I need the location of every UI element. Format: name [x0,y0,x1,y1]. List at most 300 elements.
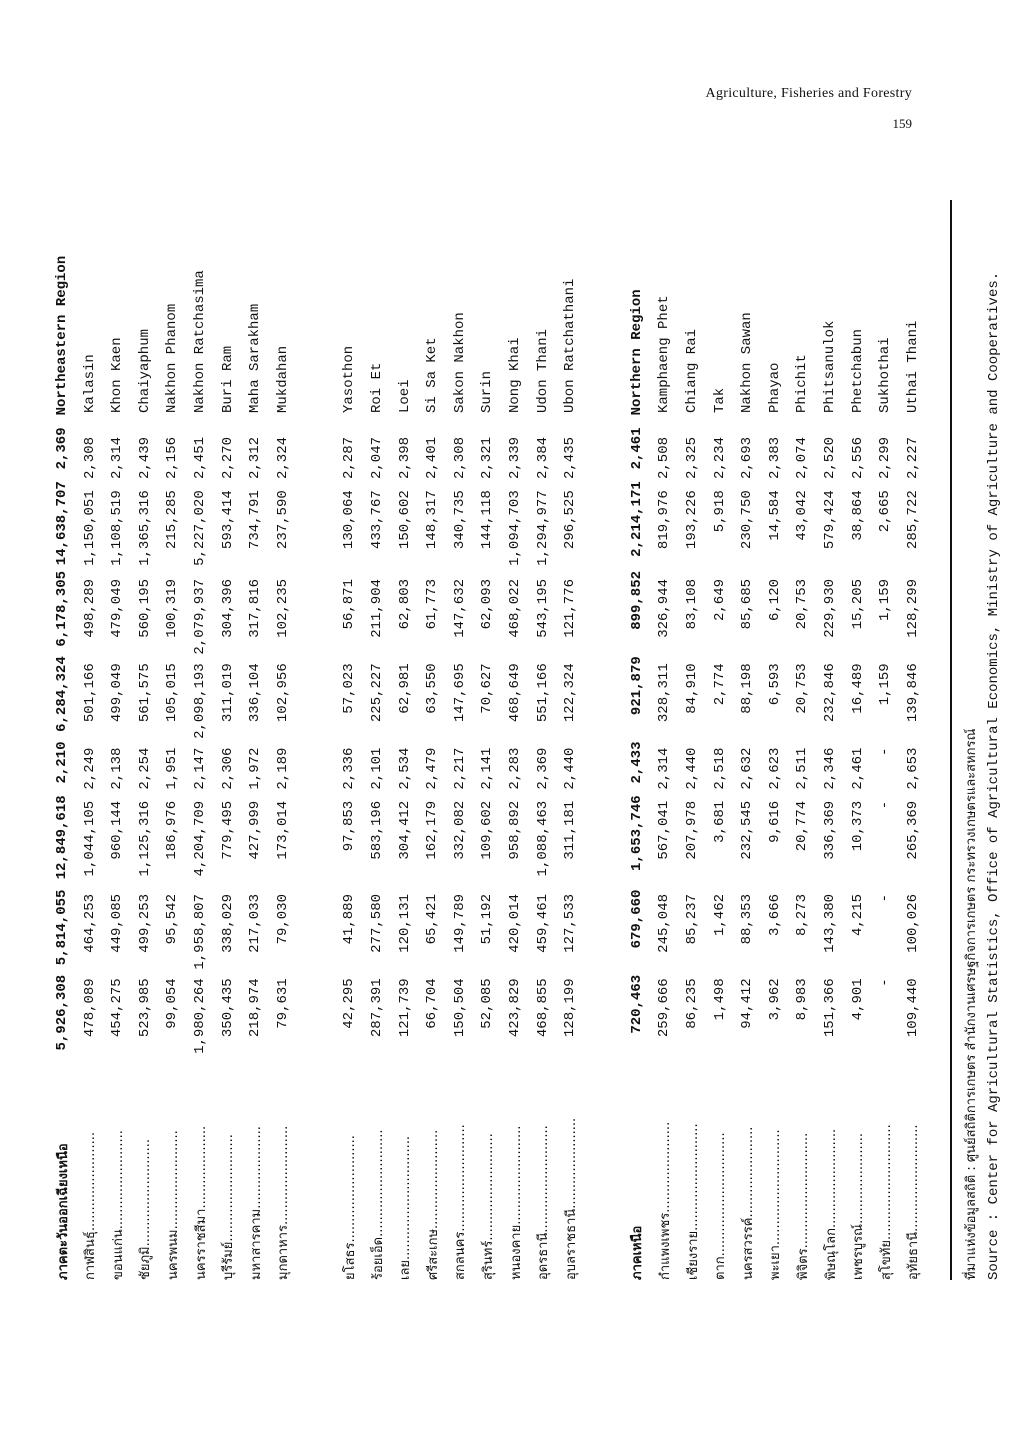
value-cell: 2,336 [341,747,358,790]
thai-province-label: ร้อยเอ็ด.......................... [370,1129,386,1280]
value-cell: 42,295 [341,978,358,1029]
value-cell: 326,944 [656,578,673,638]
value-cell: - [877,978,894,987]
value-cell: 317,816 [247,578,264,638]
value-cell: 2,101 [369,747,385,790]
section-title: Agriculture, Fisheries and Forestry [705,86,912,101]
value-cell: 2,534 [396,747,413,790]
thai-province-label: เชียงราย.......................... [685,1123,701,1280]
english-province-label: Northeastern Region [54,255,70,416]
value-cell: 86,235 [684,978,700,1029]
table-row [873,200,897,1280]
value-cell: 105,015 [164,663,181,723]
value-cell: - [877,747,894,756]
value-cell: 1,498 [711,978,728,1021]
value-cell: 449,085 [109,894,126,953]
value-cell: 14,584 [766,490,783,541]
value-cell: 3,681 [711,800,728,843]
value-cell: 218,974 [247,978,264,1038]
value-cell: 79,030 [274,894,291,945]
value-cell: 144,118 [479,490,496,550]
english-province-label: Sakon Nakhon [451,312,468,413]
thai-province-label: สกลนคร.......................... [453,1124,469,1280]
value-cell: 2,398 [396,437,413,480]
thai-province-label: ชัยภูมิ.......................... [138,1138,154,1280]
value-cell: 211,904 [369,578,385,638]
value-cell: 109,440 [904,978,921,1038]
value-cell: 459,461 [534,894,551,953]
value-cell: - [877,800,894,810]
value-cell: 2,314 [656,747,673,790]
value-cell: 499,049 [109,663,126,723]
value-cell: 62,803 [396,578,413,630]
english-province-label: Surin [479,370,496,413]
table-row [735,200,759,1280]
value-cell: 66,704 [424,978,441,1029]
value-cell: 6,284,324 [54,656,70,732]
value-cell: 2,217 [451,747,468,790]
value-cell: 173,014 [274,800,291,860]
value-cell: 20,753 [794,663,811,714]
value-cell: 336,369 [822,800,838,860]
value-cell: 230,750 [739,490,756,550]
value-cell: 121,776 [562,578,579,638]
value-cell: 2,649 [711,578,728,621]
value-cell: 151,366 [822,978,838,1038]
value-cell: 2,306 [219,747,236,790]
value-cell: 2,312 [247,437,264,480]
value-cell: 1,125,316 [136,800,153,877]
value-cell: 217,033 [247,894,264,953]
value-cell: 63,550 [424,663,441,714]
value-cell: 150,602 [396,490,413,550]
value-cell: 2,461 [849,747,866,790]
value-cell: 20,774 [794,800,811,852]
table-row [708,200,732,1280]
thai-province-label: กำแพงเพชร...................... [657,1121,673,1280]
value-cell: 100,026 [904,894,921,953]
table-row [420,200,444,1280]
value-cell: 2,451 [192,437,208,480]
value-cell: 2,383 [766,437,783,480]
value-cell: 501,166 [81,663,98,723]
value-cell: 285,722 [904,490,921,550]
value-cell: 2,308 [451,437,468,480]
value-cell: 468,649 [507,663,523,723]
value-cell: 2,461 [628,427,645,470]
table-row [216,200,240,1280]
region-row [50,200,74,1280]
value-cell: 2,440 [684,747,700,790]
value-cell: 102,956 [274,663,291,723]
table-row [133,200,157,1280]
value-cell: 499,253 [136,894,153,953]
value-cell: 70,627 [479,663,496,714]
thai-province-label: ภาคตะวันออกเฉียงเหนือ [55,1143,71,1280]
value-cell: 265,369 [904,800,921,860]
value-cell: 1,150,051 [81,490,98,566]
value-cell: 232,846 [822,663,838,723]
value-cell: 3,666 [766,894,783,937]
value-cell: 2,384 [534,437,551,480]
value-cell: 1,958,807 [192,894,208,970]
value-cell: 958,892 [507,800,523,860]
table-row [337,200,361,1280]
value-cell: 543,195 [534,578,551,638]
english-province-label: Northern Region [628,289,645,416]
rotated-table-frame [50,200,1003,1280]
thai-province-label: พะเยา............................ [768,1129,784,1280]
table-row [531,200,555,1280]
value-cell: 2,511 [794,747,811,790]
thai-province-label: นครราชสีมา.................... [193,1125,209,1280]
value-cell: 12,849,618 [54,795,70,880]
value-cell: 1,294,977 [534,490,551,566]
value-cell: 1,044,105 [81,800,98,877]
value-cell: 2,653 [904,747,921,790]
value-cell: 52,085 [479,978,496,1029]
value-cell: 128,299 [904,578,921,638]
value-cell: 579,424 [822,490,838,550]
value-cell: 560,195 [136,578,153,638]
table-row [448,200,472,1280]
value-cell: 2,210 [54,741,70,784]
table-row [763,200,787,1280]
value-cell: 85,237 [684,894,700,945]
value-cell: 6,593 [766,663,783,706]
english-province-label: Phitsanulok [822,320,838,413]
value-cell: 2,138 [109,747,126,790]
value-cell: 245,048 [656,894,673,953]
value-cell: 1,094,703 [507,490,523,566]
page-number: 159 [892,116,912,131]
value-cell: 162,179 [424,800,441,860]
value-cell: 85,685 [739,578,756,630]
value-cell: 121,739 [396,978,413,1038]
english-province-label: Maha Sarakham [247,303,264,413]
table-row [393,200,417,1280]
table-bottom-rule [950,200,952,1280]
value-cell: 296,525 [562,490,579,550]
value-cell: 2,098,193 [192,663,208,739]
value-cell: 5,227,020 [192,490,208,566]
value-cell: 921,879 [628,656,645,716]
value-cell: 16,489 [849,663,866,714]
value-cell: 304,396 [219,578,236,638]
value-cell: 2,074 [794,437,811,480]
table-row [271,200,295,1280]
value-cell: 593,414 [219,490,236,550]
value-cell: 99,054 [164,978,181,1029]
source-note-english: Source : Center for Agricultural Statistics, Office of Agricultural Economics, Ministry of Agriculture and Cooperatives. [986,271,1003,1280]
value-cell: 1,108,519 [109,490,126,566]
table-row [365,200,389,1280]
value-cell: 149,789 [451,894,468,953]
value-cell: 2,147 [192,747,208,790]
value-cell: 61,773 [424,578,441,630]
value-cell: 95,542 [164,894,181,945]
table-row [846,200,870,1280]
value-cell: 1,088,463 [534,800,551,877]
value-cell: 2,435 [562,437,579,480]
thai-province-label: มุกดาหาร........................ [276,1125,292,1280]
value-cell: 2,299 [877,437,894,480]
value-cell: 720,463 [628,974,645,1034]
english-province-label: Nong Khai [507,337,523,413]
table-row [818,200,842,1280]
table-row [652,200,676,1280]
value-cell: 2,520 [822,437,838,480]
value-cell: 88,198 [739,663,756,714]
value-cell: 1,365,316 [136,490,153,566]
value-cell: 2,440 [562,747,579,790]
value-cell: 97,853 [341,800,358,852]
value-cell: 336,104 [247,663,264,723]
english-province-label: Ubon Ratchathani [562,278,579,413]
english-province-label: Tak [711,387,728,413]
value-cell: 4,204,709 [192,800,208,877]
english-province-label: Udon Thani [534,328,551,413]
value-cell: 10,373 [849,800,866,852]
thai-province-label: กาฬสินธุ์........................ [83,1132,99,1280]
value-cell: 454,275 [109,978,126,1038]
thai-province-label: ภาคเหนือ [630,1225,646,1280]
thai-province-label: พิจิตร............................ [795,1132,811,1280]
table-row [105,200,129,1280]
value-cell: 2,369 [54,427,70,470]
value-cell: 5,926,308 [54,974,70,1051]
english-province-label: Buri Ram [219,345,236,413]
english-province-label: Uthai Thani [904,320,921,413]
value-cell: 8,983 [794,978,811,1021]
value-cell: 423,829 [507,978,523,1038]
source-note-thai: ที่มาแห่งข้อมูลสถิติ : ศูนย์สถิติการเกษตร สำนักงานเศรษฐกิจการเกษตร กระทรวงเกษตรและสหกรณ์ [964,728,980,1280]
value-cell: 2,774 [711,663,728,706]
value-cell: 20,753 [794,578,811,630]
value-cell: 51,192 [479,894,496,945]
value-cell: 2,308 [81,437,98,480]
value-cell: 2,234 [711,437,728,480]
value-cell: 65,421 [424,894,441,945]
value-cell: 150,504 [451,978,468,1038]
thai-province-label: พิษณุโลก........................ [823,1128,839,1280]
value-cell: 819,976 [656,490,673,550]
value-cell: 464,253 [81,894,98,953]
value-cell: 479,049 [109,578,126,638]
value-cell: 2,479 [424,747,441,790]
value-cell: 2,156 [164,437,181,480]
value-cell: 186,976 [164,800,181,860]
value-cell: 2,227 [904,437,921,480]
english-province-label: Roi Et [369,362,385,413]
value-cell: 2,369 [534,747,551,790]
thai-province-label: ตาก.............................. [713,1132,729,1280]
value-cell: 147,695 [451,663,468,723]
english-province-label: Kamphaeng Phet [656,295,673,413]
region-row [625,200,649,1280]
value-cell: 79,631 [274,978,291,1029]
value-cell: 311,019 [219,663,236,723]
value-cell: 583,196 [369,800,385,860]
value-cell: 523,985 [136,978,153,1038]
english-province-label: Chiang Rai [684,328,700,413]
value-cell: 2,249 [81,747,98,790]
english-province-label: Phichit [794,354,811,413]
table-row [503,200,527,1280]
page-header [492,86,912,132]
value-cell: 139,846 [904,663,921,723]
value-cell: 5,918 [711,490,728,533]
value-cell: 551,166 [534,663,551,723]
thai-province-label: มหาสารคาม.................... [248,1126,264,1280]
value-cell: 3,962 [766,978,783,1021]
value-cell: 143,380 [822,894,838,953]
value-cell: 561,575 [136,663,153,723]
value-cell: 2,324 [274,437,291,480]
value-cell: 41,889 [341,894,358,945]
english-province-label: Yasothon [341,345,358,413]
value-cell: 94,412 [739,978,756,1029]
value-cell: 427,999 [247,800,264,860]
english-province-label: Loei [396,379,413,413]
table-row [243,200,267,1280]
value-cell: 2,321 [479,437,496,480]
table-row [558,200,582,1280]
table-row [475,200,499,1280]
table-row [160,200,184,1280]
value-cell: 2,270 [219,437,236,480]
english-province-label: Nakhon Phanom [164,303,181,413]
value-cell: 2,693 [739,437,756,480]
value-cell: 8,273 [794,894,811,937]
value-cell: 1,159 [877,663,894,706]
value-cell: 287,391 [369,978,385,1038]
value-cell: 679,660 [628,889,645,949]
value-cell: 779,495 [219,800,236,860]
value-cell: 56,871 [341,578,358,630]
thai-province-label: นครสวรรค์...................... [740,1126,756,1280]
value-cell: 2,141 [479,747,496,790]
thai-province-label: สุรินทร์.......................... [480,1133,496,1280]
value-cell: 148,317 [424,490,441,550]
value-cell: 83,108 [684,578,700,630]
value-cell: 2,556 [849,437,866,480]
value-cell: 734,791 [247,490,264,550]
value-cell: 102,235 [274,578,291,638]
value-cell: 57,023 [341,663,358,714]
value-cell: 2,346 [822,747,838,790]
value-cell: 2,665 [877,490,894,533]
value-cell: 4,215 [849,894,866,937]
value-cell: 62,981 [396,663,413,714]
english-province-label: Sukhothai [877,337,894,413]
value-cell: 338,029 [219,894,236,953]
value-cell: 1,462 [711,894,728,937]
value-cell: 311,181 [562,800,579,860]
english-province-label: Phetchabun [849,328,866,413]
value-cell: 1,972 [247,747,264,790]
thai-province-label: ศรีสะเกษ........................ [425,1129,441,1280]
value-cell: 38,864 [849,490,866,541]
value-cell: 14,638,707 [54,481,70,566]
thai-province-label: สุโขทัย............................ [878,1124,894,1280]
value-cell: 2,079,937 [192,578,208,655]
value-cell: 1,951 [164,747,181,790]
english-province-label: Nakhon Ratchasima [192,270,208,413]
thai-province-label: อุบลราชธานี...................... [563,1117,579,1280]
thai-province-label: ยโสธร.......................... [342,1135,358,1280]
value-cell: 2,508 [656,437,673,480]
value-cell: 567,041 [656,800,673,860]
thai-province-label: อุดรธานี.......................... [536,1125,552,1280]
value-cell: 1,159 [877,578,894,621]
value-cell: 147,632 [451,578,468,638]
value-cell: 2,518 [711,747,728,790]
value-cell: 84,910 [684,663,700,714]
english-province-label: Chaiyaphum [136,328,153,413]
value-cell: 43,042 [794,490,811,541]
value-cell: 225,227 [369,663,385,723]
value-cell: 468,022 [507,578,523,638]
value-cell: 304,412 [396,800,413,860]
value-cell: 420,014 [507,894,523,953]
value-cell: 130,064 [341,490,358,550]
thai-province-label: ขอนแก่น........................ [110,1130,126,1280]
table-row [78,200,102,1280]
value-cell: 62,093 [479,578,496,630]
value-cell: 193,226 [684,490,700,550]
value-cell: 2,439 [136,437,153,480]
value-cell: 498,289 [81,578,98,638]
value-cell: 122,324 [562,663,579,723]
thai-province-label: หนองคาย........................ [508,1125,524,1280]
value-cell: 2,632 [739,747,756,790]
value-cell: 109,602 [479,800,496,860]
value-cell: 1,980,264 [192,978,208,1054]
english-province-label: Kalasin [81,354,98,413]
value-cell: 332,082 [451,800,468,860]
thai-province-label: อุทัยธานี.......................... [906,1124,922,1280]
value-cell: 2,283 [507,747,523,790]
value-cell: 340,735 [451,490,468,550]
value-cell: 2,314 [109,437,126,480]
table-row [790,200,814,1280]
value-cell: 328,311 [656,663,673,723]
value-cell: 5,814,055 [54,889,70,966]
value-cell: 229,930 [822,578,838,638]
value-cell: 6,120 [766,578,783,621]
value-cell: 120,131 [396,894,413,953]
value-cell: 2,214,171 [628,481,645,557]
value-cell: 2,287 [341,437,358,480]
value-cell: 215,285 [164,490,181,550]
value-cell: 960,144 [109,800,126,860]
value-cell: 2,047 [369,437,385,480]
value-cell: 899,852 [628,570,645,630]
english-province-label: Phayao [766,362,783,413]
value-cell: 15,205 [849,578,866,630]
value-cell: 6,178,305 [54,570,70,647]
value-cell: 2,433 [628,741,645,784]
value-cell: 100,319 [164,578,181,638]
value-cell: 127,533 [562,894,579,953]
english-province-label: Mukdahan [274,345,291,413]
value-cell: 128,199 [562,978,579,1038]
value-cell: 2,339 [507,437,523,480]
value-cell: 468,855 [534,978,551,1038]
english-province-label: Si Sa Ket [424,337,441,413]
value-cell: 350,435 [219,978,236,1038]
